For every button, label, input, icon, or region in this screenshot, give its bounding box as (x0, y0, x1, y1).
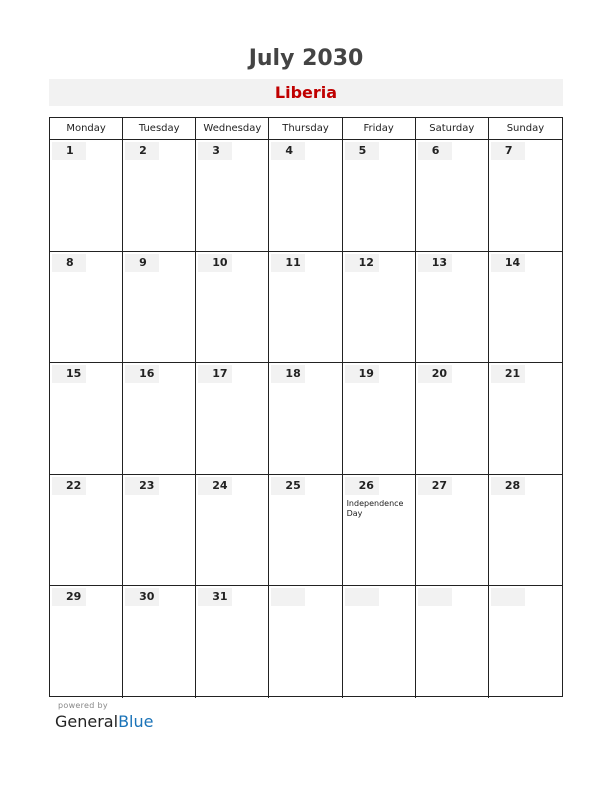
weekday-saturday: Saturday (416, 118, 489, 139)
day-number (491, 588, 525, 606)
weekday-monday: Monday (50, 118, 123, 139)
weekday-tuesday: Tuesday (123, 118, 196, 139)
week-row (50, 475, 562, 587)
day-cell[interactable] (50, 252, 123, 363)
brand-blue: Blue (118, 712, 154, 731)
day-number: 12 (345, 254, 379, 272)
weekday-thursday: Thursday (269, 118, 342, 139)
day-cell[interactable] (489, 252, 562, 363)
day-cell[interactable] (123, 586, 196, 698)
day-number: 4 (271, 142, 305, 160)
day-cell[interactable] (489, 140, 562, 251)
day-number: 6 (418, 142, 452, 160)
calendar-grid (49, 117, 563, 697)
day-number: 8 (52, 254, 86, 272)
day-number: 14 (491, 254, 525, 272)
powered-by-label: powered by (58, 701, 108, 710)
day-cell[interactable] (196, 586, 269, 698)
day-cell[interactable] (489, 363, 562, 474)
day-number: 17 (198, 365, 232, 383)
day-number: 13 (418, 254, 452, 272)
day-number (271, 588, 305, 606)
holiday-event: Independence Day (346, 498, 404, 518)
day-cell[interactable] (489, 586, 562, 698)
week-row (50, 252, 562, 364)
day-number: 26 (345, 477, 379, 495)
day-cell[interactable] (123, 475, 196, 586)
day-cell[interactable] (50, 586, 123, 698)
day-cell[interactable] (269, 140, 342, 251)
day-cell[interactable] (343, 586, 416, 698)
day-cell[interactable] (343, 140, 416, 251)
day-number: 22 (52, 477, 86, 495)
generalblue-logo[interactable] (55, 712, 153, 731)
day-number: 24 (198, 477, 232, 495)
day-number: 15 (52, 365, 86, 383)
day-number: 23 (125, 477, 159, 495)
day-cell[interactable] (123, 252, 196, 363)
day-number: 1 (52, 142, 86, 160)
day-cell[interactable] (269, 363, 342, 474)
day-cell[interactable] (269, 475, 342, 586)
day-cell[interactable] (416, 586, 489, 698)
day-number (418, 588, 452, 606)
day-cell[interactable] (50, 140, 123, 251)
day-cell[interactable] (269, 586, 342, 698)
day-cell[interactable] (343, 252, 416, 363)
day-cell[interactable] (196, 363, 269, 474)
day-number: 21 (491, 365, 525, 383)
weekday-friday: Friday (343, 118, 416, 139)
day-cell[interactable] (416, 475, 489, 586)
weekday-wednesday: Wednesday (196, 118, 269, 139)
day-cell[interactable] (196, 475, 269, 586)
day-cell[interactable] (123, 363, 196, 474)
day-number: 28 (491, 477, 525, 495)
country-name: Liberia (274, 83, 338, 102)
week-row (50, 140, 562, 252)
day-number: 19 (345, 365, 379, 383)
weekday-sunday: Sunday (506, 123, 545, 134)
day-cell[interactable] (489, 475, 562, 586)
day-cell[interactable] (416, 252, 489, 363)
day-cell[interactable] (416, 363, 489, 474)
day-cell[interactable] (343, 363, 416, 474)
page-title: July 2030 (248, 46, 364, 71)
day-number: 2 (125, 142, 159, 160)
weekday-header (50, 118, 562, 140)
day-number: 7 (491, 142, 525, 160)
day-cell[interactable] (269, 252, 342, 363)
week-row (50, 363, 562, 475)
day-number: 20 (418, 365, 452, 383)
day-cell[interactable] (123, 140, 196, 251)
day-number: 18 (271, 365, 305, 383)
week-row (50, 586, 562, 698)
day-number: 5 (345, 142, 379, 160)
day-number: 11 (271, 254, 305, 272)
day-number: 3 (198, 142, 232, 160)
day-cell[interactable] (343, 475, 416, 586)
day-number: 10 (198, 254, 232, 272)
day-number: 25 (271, 477, 305, 495)
brand-general: General (55, 712, 119, 731)
day-number: 9 (125, 254, 159, 272)
day-number: 30 (125, 588, 159, 606)
day-number: 31 (198, 588, 232, 606)
day-number: 16 (125, 365, 159, 383)
day-number (345, 588, 379, 606)
day-cell[interactable] (50, 363, 123, 474)
day-cell[interactable] (196, 252, 269, 363)
day-cell[interactable] (196, 140, 269, 251)
day-cell[interactable] (416, 140, 489, 251)
day-cell[interactable] (50, 475, 123, 586)
day-number: 27 (418, 477, 452, 495)
day-number: 29 (52, 588, 86, 606)
